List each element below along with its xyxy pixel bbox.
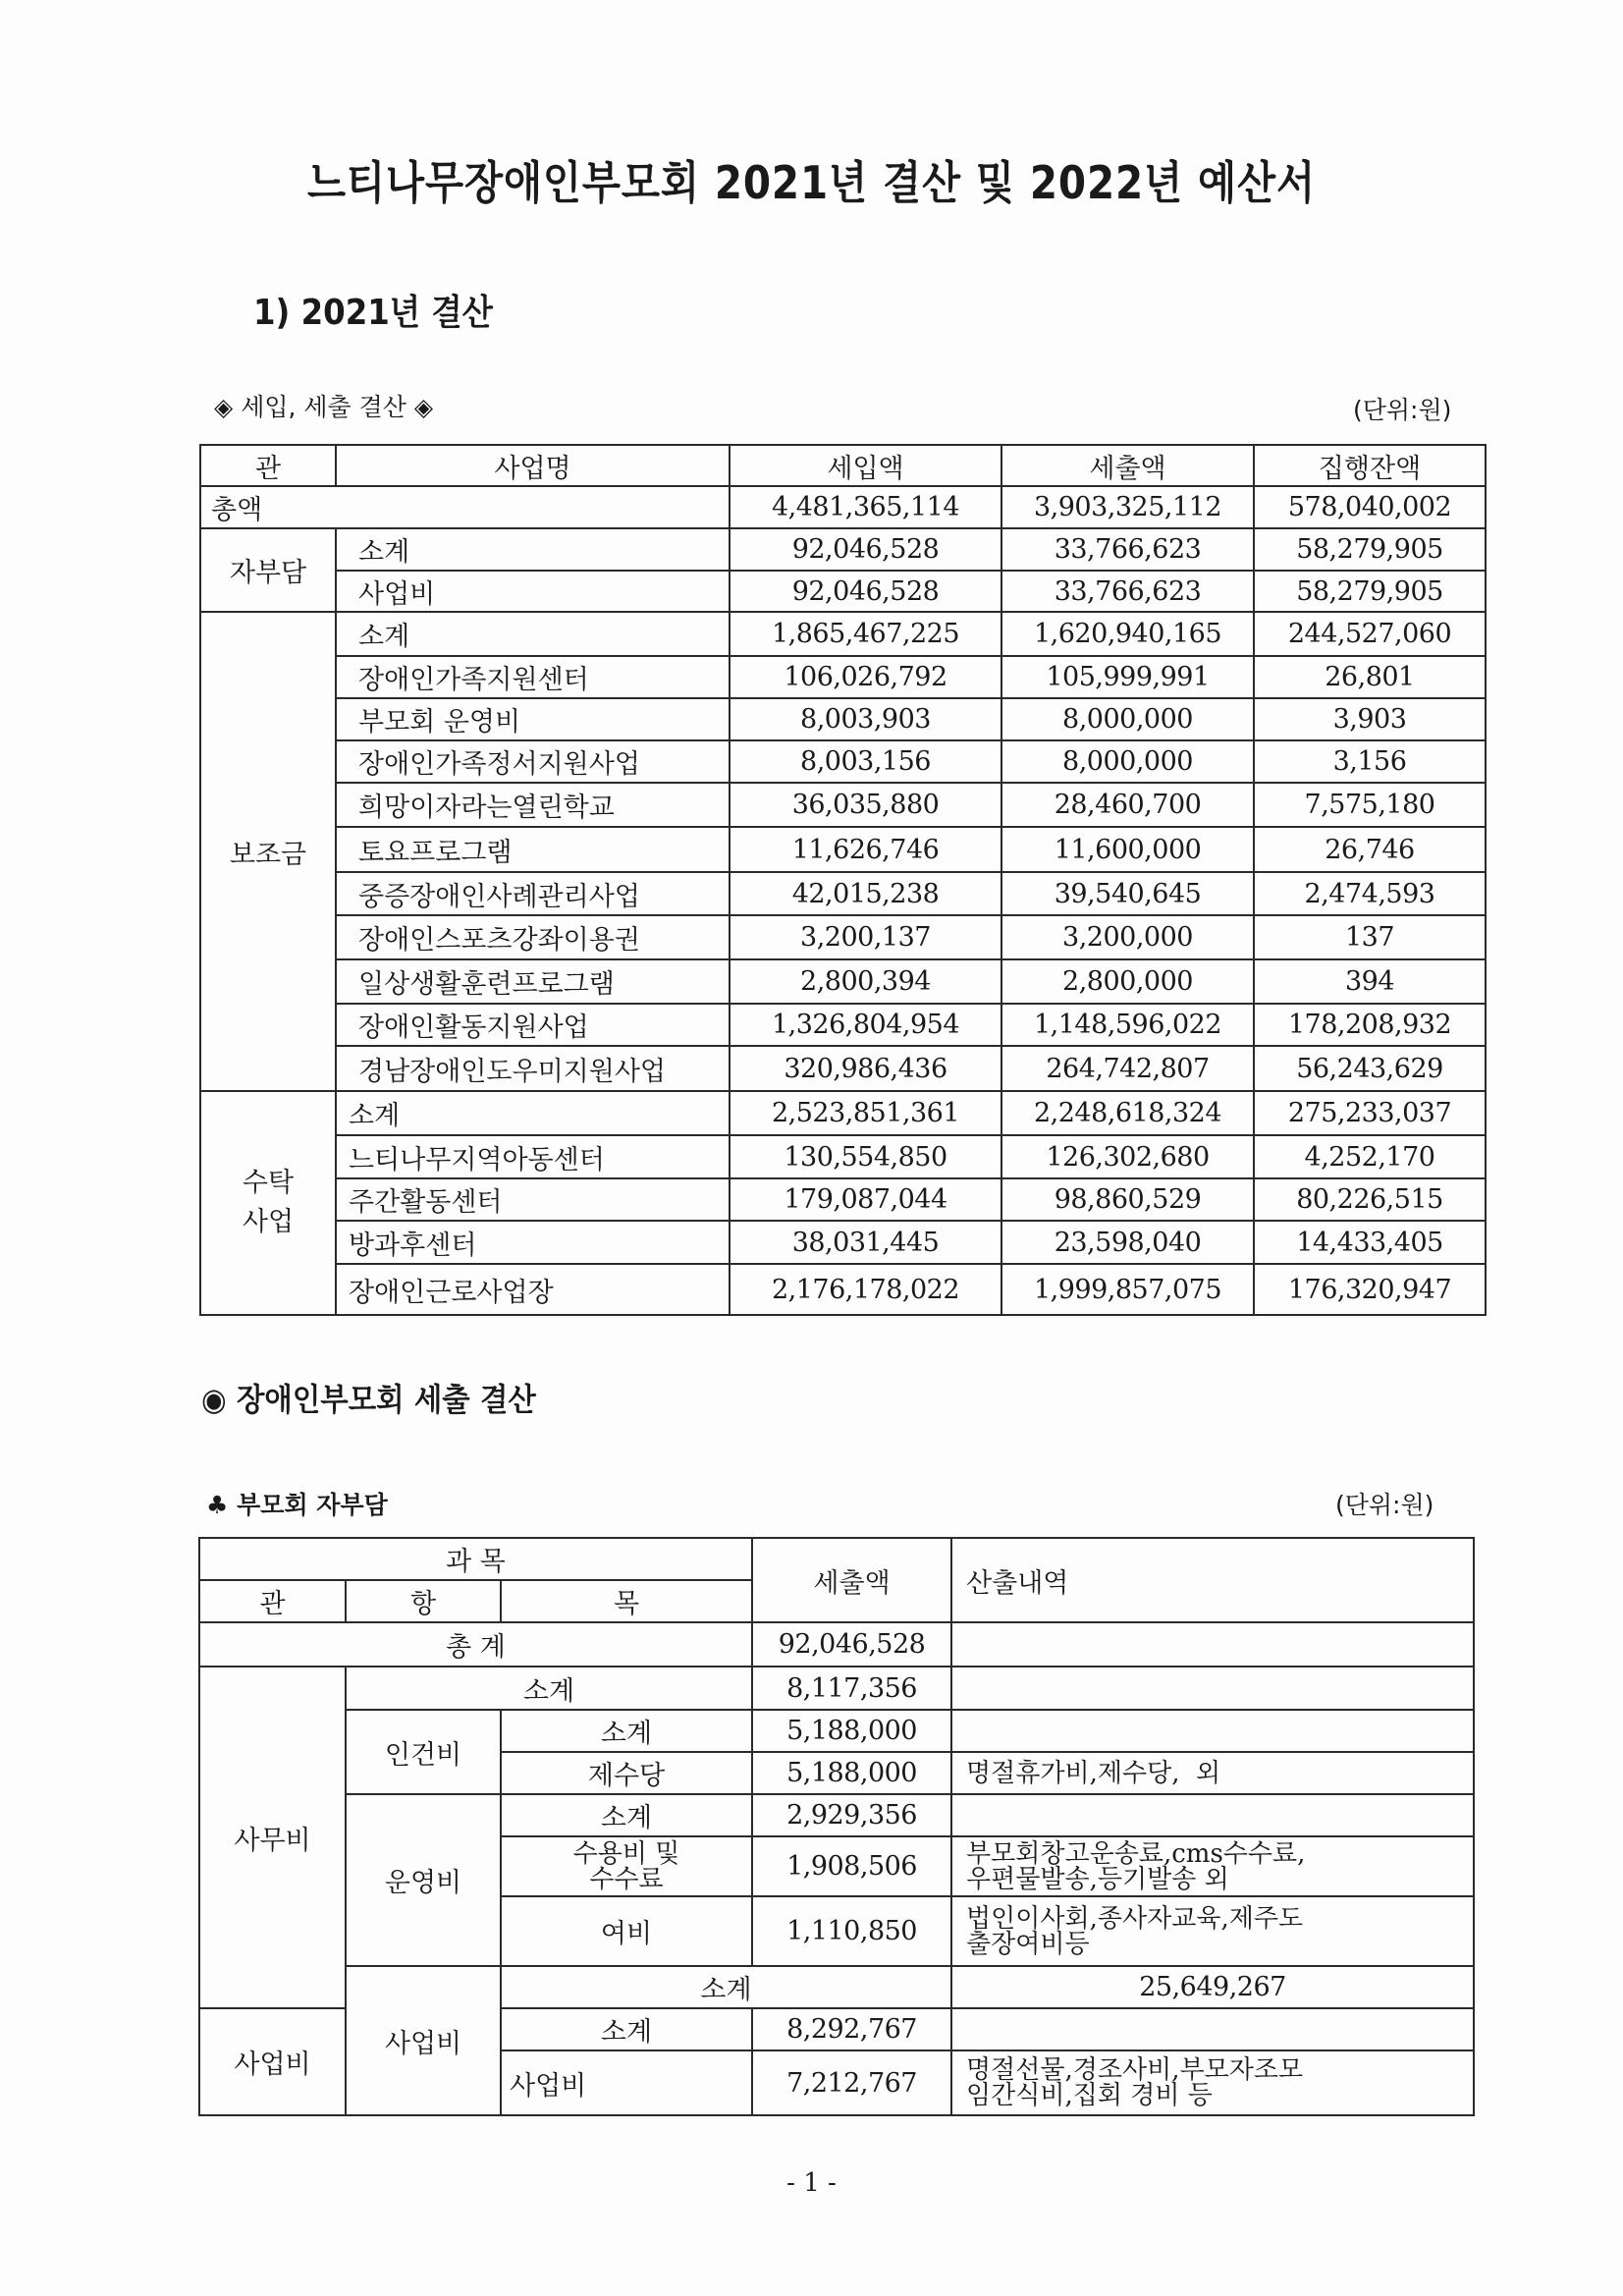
table-row xyxy=(200,698,1486,740)
row-name: 부모회 운영비 xyxy=(336,698,730,740)
table-row xyxy=(200,571,1486,612)
row-name: 중증장애인사례관리사업 xyxy=(336,872,730,915)
row-expense: 98,860,529 xyxy=(1001,1178,1254,1221)
allowance-expense: 5,188,000 xyxy=(752,1752,951,1794)
row-balance: 7,575,180 xyxy=(1254,783,1486,827)
diamond-icon: ◈ xyxy=(214,393,234,421)
table2-caption-text: 부모회 자부담 xyxy=(237,1491,388,1519)
header-mok: 목 xyxy=(501,1580,752,1622)
section2-title: 장애인부모회 세출 결산 xyxy=(236,1381,536,1418)
row-expense: 1,999,857,075 xyxy=(1001,1264,1254,1315)
header-project-name: 사업명 xyxy=(336,445,730,486)
row-name: 소계 xyxy=(336,528,730,571)
table2-caption xyxy=(206,1486,388,1521)
total-income: 4,481,365,114 xyxy=(730,486,1001,528)
row-balance: 14,433,405 xyxy=(1254,1221,1486,1264)
header-expense: 세출액 xyxy=(752,1538,951,1622)
total-row xyxy=(200,486,1486,528)
row-expense: 39,540,645 xyxy=(1001,872,1254,915)
row-expense: 33,766,623 xyxy=(1001,528,1254,571)
table-row xyxy=(200,783,1486,827)
row-balance: 2,474,593 xyxy=(1254,872,1486,915)
detail-line1: 법인이사회,종사자교육,제주도 xyxy=(966,1903,1304,1934)
row-income: 8,003,156 xyxy=(730,740,1001,783)
row-income: 38,031,445 xyxy=(730,1221,1001,1264)
row-balance: 137 xyxy=(1254,915,1486,959)
table-row xyxy=(199,1794,1474,1836)
office-subtotal-expense: 8,117,356 xyxy=(752,1667,951,1710)
header-hang: 항 xyxy=(346,1580,501,1622)
table-row xyxy=(200,1178,1486,1221)
detail-line2: 우편물발송,등기발송 외 xyxy=(966,1864,1229,1894)
row-income: 2,800,394 xyxy=(730,959,1001,1004)
table1-caption-text: 세입, 세출 결산 xyxy=(241,393,406,421)
hang-project: 사업비 xyxy=(199,2008,346,2115)
row-name: 장애인스포츠강좌이용권 xyxy=(336,915,730,959)
personnel-subtotal-expense: 5,188,000 xyxy=(752,1710,951,1752)
detail-line1: 부모회창고운송료,cms수수료, xyxy=(966,1838,1306,1869)
mok-travel: 여비 xyxy=(501,1896,752,1966)
total-label: 총액 xyxy=(200,486,730,528)
mok-line1: 수용비 및 xyxy=(572,1838,680,1869)
table-header-row xyxy=(199,1538,1474,1580)
row-balance: 394 xyxy=(1254,959,1486,1004)
table-row xyxy=(200,528,1486,571)
total-label: 총 계 xyxy=(199,1622,752,1667)
total-detail xyxy=(951,1622,1474,1667)
hang-project-subtotal-label: 소계 xyxy=(501,2008,752,2050)
header-expense: 세출액 xyxy=(1001,445,1254,486)
row-name: 장애인활동지원사업 xyxy=(336,1004,730,1046)
total-row xyxy=(199,1622,1474,1667)
mok-line2: 수수료 xyxy=(589,1864,664,1894)
personnel-subtotal-label: 소계 xyxy=(501,1710,752,1752)
row-income: 179,087,044 xyxy=(730,1178,1001,1221)
table-row xyxy=(200,740,1486,783)
total-balance: 578,040,002 xyxy=(1254,486,1486,528)
gwan-subsidy: 보조금 xyxy=(200,612,336,1091)
row-expense: 126,302,680 xyxy=(1001,1135,1254,1178)
table-row xyxy=(200,915,1486,959)
row-name: 경남장애인도우미지원사업 xyxy=(336,1046,730,1091)
parents-expense-table xyxy=(198,1537,1475,2116)
row-income: 130,554,850 xyxy=(730,1135,1001,1178)
supplies-fees-detail xyxy=(951,1836,1474,1896)
club-icon: ♣ xyxy=(206,1491,229,1519)
gwan-line1: 수탁 xyxy=(242,1168,295,1198)
row-balance: 244,527,060 xyxy=(1254,612,1486,656)
table-row xyxy=(200,1046,1486,1091)
table-row xyxy=(200,827,1486,872)
header-income: 세입액 xyxy=(730,445,1001,486)
table-row xyxy=(199,1966,1474,2008)
table-row xyxy=(199,1667,1474,1710)
section-heading-parents-expense xyxy=(201,1375,536,1420)
row-name: 느티나무지역아동센터 xyxy=(336,1135,730,1178)
total-expense: 92,046,528 xyxy=(752,1622,951,1667)
row-name: 방과후센터 xyxy=(336,1221,730,1264)
table-row xyxy=(200,1221,1486,1264)
row-balance: 275,233,037 xyxy=(1254,1091,1486,1135)
allowance-detail: 명절휴가비,제수당, 외 xyxy=(951,1752,1474,1794)
detail-line1: 명절선물,경조사비,부모자조모 xyxy=(966,2055,1304,2085)
row-income: 1,865,467,225 xyxy=(730,612,1001,656)
row-balance: 56,243,629 xyxy=(1254,1046,1486,1091)
row-name: 장애인가족지원센터 xyxy=(336,656,730,698)
gwan-office: 사무비 xyxy=(199,1667,346,2008)
row-balance: 176,320,947 xyxy=(1254,1264,1486,1315)
section-heading-2021-settlement: 1) 2021년 결산 xyxy=(253,293,493,333)
total-expense: 3,903,325,112 xyxy=(1001,486,1254,528)
row-name: 희망이자라는열린학교 xyxy=(336,783,730,827)
row-balance: 178,208,932 xyxy=(1254,1004,1486,1046)
row-balance: 80,226,515 xyxy=(1254,1178,1486,1221)
row-balance: 3,903 xyxy=(1254,698,1486,740)
table-row xyxy=(200,959,1486,1004)
row-name: 주간활동센터 xyxy=(336,1178,730,1221)
row-name: 소계 xyxy=(336,612,730,656)
empty-detail xyxy=(951,1710,1474,1752)
table1-unit: (단위:원) xyxy=(1353,396,1452,424)
row-balance: 3,156 xyxy=(1254,740,1486,783)
table-row xyxy=(200,612,1486,656)
row-name: 토요프로그램 xyxy=(336,827,730,872)
row-name: 장애인가족정서지원사업 xyxy=(336,740,730,783)
row-income: 106,026,792 xyxy=(730,656,1001,698)
row-expense: 8,000,000 xyxy=(1001,740,1254,783)
row-income: 2,176,178,022 xyxy=(730,1264,1001,1315)
empty-detail xyxy=(951,1667,1474,1710)
operation-subtotal-label: 소계 xyxy=(501,1794,752,1836)
header-balance: 집행잔액 xyxy=(1254,445,1486,486)
bullseye-icon: ◉ xyxy=(201,1381,227,1418)
row-income: 320,986,436 xyxy=(730,1046,1001,1091)
empty-detail xyxy=(951,2008,1474,2050)
table-row xyxy=(200,1091,1486,1135)
detail-line2: 출장여비등 xyxy=(966,1929,1090,1959)
row-income: 1,326,804,954 xyxy=(730,1004,1001,1046)
gwan-contracted-projects xyxy=(200,1091,336,1315)
header-gwan: 관 xyxy=(200,445,336,486)
table-row xyxy=(200,1004,1486,1046)
row-income: 42,015,238 xyxy=(730,872,1001,915)
gwan-project: 사업비 xyxy=(346,1966,501,2115)
hang-project-subtotal-expense: 8,292,767 xyxy=(752,2008,951,2050)
detail-line2: 임간식비,집회 경비 등 xyxy=(966,2081,1213,2110)
table-row xyxy=(200,656,1486,698)
row-expense: 8,000,000 xyxy=(1001,698,1254,740)
travel-detail xyxy=(951,1896,1474,1966)
supplies-fees-expense: 1,908,506 xyxy=(752,1836,951,1896)
row-expense: 1,620,940,165 xyxy=(1001,612,1254,656)
mok-allowance: 제수당 xyxy=(501,1752,752,1794)
settlement-table xyxy=(199,444,1487,1316)
row-expense: 23,598,040 xyxy=(1001,1221,1254,1264)
row-expense: 33,766,623 xyxy=(1001,571,1254,612)
gwan-self-funded: 자부담 xyxy=(200,528,336,612)
row-expense: 2,248,618,324 xyxy=(1001,1091,1254,1135)
table1-caption xyxy=(214,388,433,423)
row-income: 92,046,528 xyxy=(730,528,1001,571)
row-expense: 1,148,596,022 xyxy=(1001,1004,1254,1046)
row-balance: 58,279,905 xyxy=(1254,571,1486,612)
row-name: 소계 xyxy=(336,1091,730,1135)
project-item-expense: 7,212,767 xyxy=(752,2050,951,2115)
row-expense: 264,742,807 xyxy=(1001,1046,1254,1091)
header-gwan: 관 xyxy=(199,1580,346,1622)
row-income: 11,626,746 xyxy=(730,827,1001,872)
hang-operation: 운영비 xyxy=(346,1794,501,1966)
office-subtotal-label: 소계 xyxy=(346,1667,752,1710)
row-income: 2,523,851,361 xyxy=(730,1091,1001,1135)
table-header-row xyxy=(200,445,1486,486)
row-expense: 28,460,700 xyxy=(1001,783,1254,827)
row-expense: 11,600,000 xyxy=(1001,827,1254,872)
row-name: 일상생활훈련프로그램 xyxy=(336,959,730,1004)
row-expense: 2,800,000 xyxy=(1001,959,1254,1004)
hang-personnel: 인건비 xyxy=(346,1710,501,1794)
table-row xyxy=(200,1264,1486,1315)
row-name: 사업비 xyxy=(336,571,730,612)
header-detail: 산출내역 xyxy=(951,1538,1474,1622)
mok-supplies-fees xyxy=(501,1836,752,1896)
table-row xyxy=(199,1710,1474,1752)
row-balance: 4,252,170 xyxy=(1254,1135,1486,1178)
table2-unit: (단위:원) xyxy=(1335,1491,1434,1519)
table-row xyxy=(200,1135,1486,1178)
gwan-line2: 사업 xyxy=(242,1207,295,1237)
row-income: 3,200,137 xyxy=(730,915,1001,959)
header-subject: 과 목 xyxy=(199,1538,752,1580)
row-balance: 58,279,905 xyxy=(1254,528,1486,571)
document-title: 느티나무장애인부모회 2021년 결산 및 2022년 예산서 xyxy=(307,156,1316,209)
travel-expense: 1,110,850 xyxy=(752,1896,951,1966)
table-row xyxy=(200,872,1486,915)
diamond-icon: ◈ xyxy=(413,393,434,421)
row-expense: 3,200,000 xyxy=(1001,915,1254,959)
project-item-detail xyxy=(951,2050,1474,2115)
project-subtotal-expense: 25,649,267 xyxy=(951,1966,1474,2008)
row-expense: 105,999,991 xyxy=(1001,656,1254,698)
project-subtotal-label: 소계 xyxy=(501,1966,951,2008)
empty-detail xyxy=(951,1794,1474,1836)
row-name: 장애인근로사업장 xyxy=(336,1264,730,1315)
row-balance: 26,746 xyxy=(1254,827,1486,872)
operation-subtotal-expense: 2,929,356 xyxy=(752,1794,951,1836)
page-number: - 1 - xyxy=(786,2168,837,2198)
row-balance: 26,801 xyxy=(1254,656,1486,698)
row-income: 92,046,528 xyxy=(730,571,1001,612)
row-income: 8,003,903 xyxy=(730,698,1001,740)
row-income: 36,035,880 xyxy=(730,783,1001,827)
mok-project: 사업비 xyxy=(501,2050,752,2115)
